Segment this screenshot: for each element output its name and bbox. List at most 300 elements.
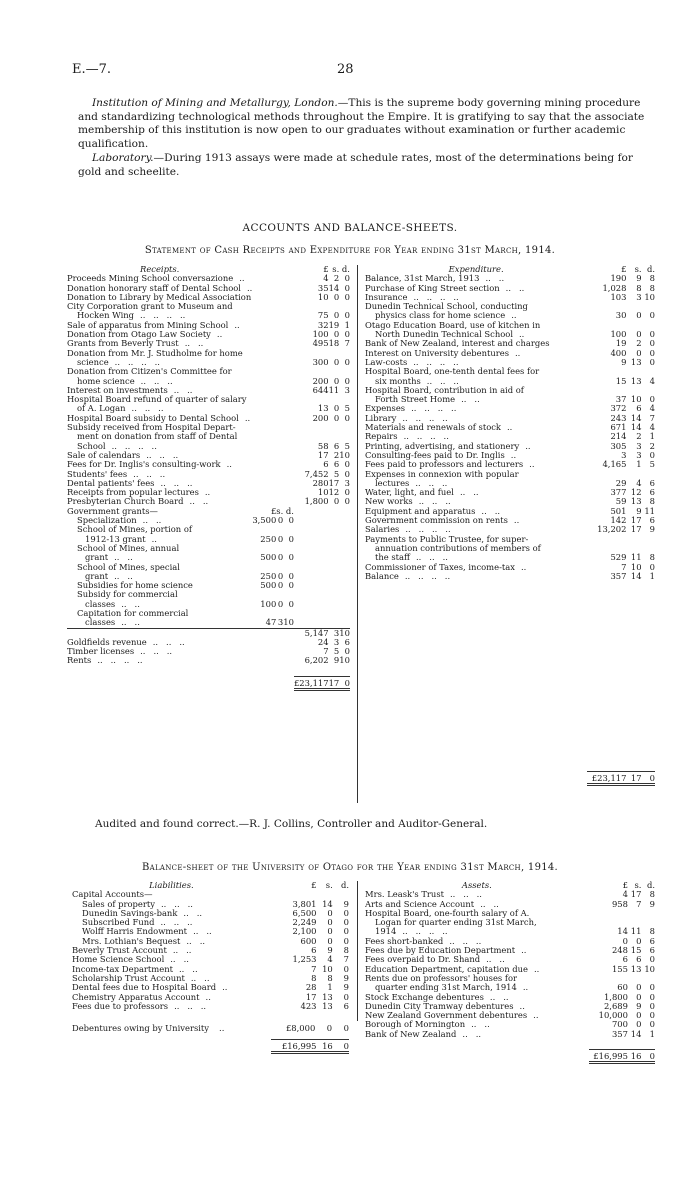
spacer [276,432,283,441]
row-label-text: grant [85,553,109,563]
amount-pence: 0 [343,963,349,974]
amount-shillings: 9 [327,945,333,956]
row-label [365,1020,589,1029]
amount-shillings: 14 [328,282,340,293]
row-label [67,404,252,413]
row-leader: .. .. [184,339,204,349]
amount-pounds: 1,253 [292,954,317,965]
intro-p2-title: Laboratory. [92,152,154,164]
spacer [283,321,294,330]
spacer [252,628,276,638]
amount-pounds: 6,202 [304,655,329,666]
row-label-text: Scholarship Trust Account [72,973,185,983]
spacer [329,572,340,581]
spacer [294,553,329,562]
spacer [252,293,276,302]
amount-pence: 0 [333,1040,349,1053]
row-label-text: Fees for Dr. Inglis's consulting-work [67,460,221,470]
spacer [283,339,294,348]
row-leader: .. [529,460,535,470]
amount-pounds: 155 [611,963,628,974]
amount-pence: 0 [344,273,350,284]
row-label [67,386,252,395]
amount-pence: 0 [649,394,655,405]
page-header-left: E.—7. [72,62,112,77]
unit-label: £ [311,880,317,890]
amount-pounds: 28 [305,982,317,993]
row-label-text: Arts and Science Account [365,899,475,909]
amount-pounds: 6,500 [292,907,317,918]
row-label-text: classes [85,599,116,609]
spacer [283,488,294,497]
row-label [365,1011,589,1020]
spacer [283,414,294,423]
amount-shillings: 17 [630,515,642,526]
amount-pounds: 400 [610,347,627,358]
amount-shillings: 0 [636,329,642,340]
row-leader: .. .. .. [160,918,193,928]
row-leader: .. [205,992,211,1002]
amount-shillings: 0 [333,412,340,423]
amount-pounds: 500 [260,552,277,563]
spacer-row [365,1039,655,1050]
row-label [67,563,252,572]
assets-row [365,974,655,983]
spacer [252,451,276,460]
unit-label: £ [621,264,627,274]
amount-pence: 6 [649,477,655,488]
amount-shillings: 3 [333,636,340,647]
amount-pence: 5 [344,403,350,414]
spacer [276,628,283,638]
amount-shillings: 0 [636,310,642,321]
amount-pounds: 671 [610,422,627,433]
row-label [67,460,252,469]
amount-pence: 6 [649,515,655,526]
row-label-text: Consulting-fees paid to Dr. Inglis [365,450,505,460]
row-label [365,274,587,283]
row-label-text: Balance, 31st March, 1913 [365,274,480,284]
unit-label: £ [323,264,329,274]
spacer [294,563,329,572]
amount-shillings: 1 [636,459,642,470]
row-label [67,544,252,553]
spacer [252,377,276,386]
receipts-row [67,386,350,395]
row-label-text: Goldfields revenue [67,637,147,647]
row-leader: .. .. [505,283,525,293]
amount-pounds: £16,995 [589,1050,628,1063]
row-label-text: Dental fees due to Hospital Board [72,983,217,993]
row-label [72,900,271,909]
grants-row [67,590,350,599]
grants-unit-label: £ [270,505,277,516]
amount-pounds: 17 [305,991,317,1002]
debentures-line [72,1024,349,1033]
amount-pounds: 214 [610,431,627,442]
amount-pounds: 10 [317,487,329,498]
row-label-text: Law-costs [365,357,408,367]
spacer [365,1050,589,1063]
spacer [276,638,283,647]
amount-pounds: 248 [611,945,628,956]
row-leader: .. .. [471,1020,490,1030]
amount-shillings: 11 [630,926,642,937]
spacer [276,386,283,395]
grants-row [67,581,350,590]
row-label [365,339,587,348]
grants-row [67,553,350,562]
spacer [276,404,283,413]
row-leader: .. .. .. .. [405,525,451,535]
amount-pence: 0 [344,356,350,367]
statement-title: Statement of Cash Receipts and Expenditure for Year ending 31st March, 1914. [144,245,556,256]
amount-shillings: 3 [636,440,642,451]
receipts-header-row [67,265,350,274]
amount-shillings: 13 [630,496,642,507]
unit-label: d. [340,880,349,890]
row-label-text: Receipts from popular lectures [67,488,199,498]
row-label-text: of A. Logan [77,404,126,414]
amount-pence: 0 [288,552,294,563]
amount-pence: 6 [343,1000,349,1011]
row-leader: .. .. .. [415,478,448,488]
row-label-text: Donation from Mr. J. Studholme for home [67,348,243,358]
row-leader: .. .. .. [426,376,459,386]
amount-pounds [589,909,628,918]
row-label [72,918,271,927]
receipts-row [67,377,350,386]
page-number: 28 [337,62,354,77]
spacer [252,404,276,413]
amount-pounds: 6 [311,945,317,956]
receipts-row [67,470,350,479]
amount-pence: 0 [344,291,350,302]
row-leader: .. .. [193,927,212,937]
audit-note: Audited and found correct.—R. J. Collins, Controller and Auditor-General. [95,818,488,830]
spacer [283,451,294,460]
row-label [365,358,587,367]
amount-shillings: 0 [636,991,642,1002]
spacer [339,516,350,525]
row-label [365,377,587,386]
spacer [276,311,283,320]
spacer [276,470,283,479]
row-label-text: Rents [67,656,92,666]
spacer [252,367,276,376]
amount-shillings: 2 [636,338,642,349]
row-label [365,404,587,413]
row-label-text: Fees due by Education Department [365,946,516,956]
receipts-row [67,656,350,665]
row-leader: .. [515,348,521,358]
amount-pounds: 30 [615,310,627,321]
expenditure-row [365,302,655,311]
amount-pence: 0 [649,310,655,321]
row-label [365,516,587,525]
amount-shillings: 2 [333,273,340,284]
amount-shillings: 13 [630,356,642,367]
expenditure-heading: Expenditure. [448,264,504,274]
row-label [67,367,252,376]
amount-shillings: 0 [327,917,333,928]
assets-heading: Assets. [461,880,492,890]
amount-pounds: 14 [617,926,628,937]
row-label-text: North Dunedin Technical School [375,330,514,340]
amount-pounds: 5,147 [304,627,329,638]
amount-pence: 0 [649,1010,655,1021]
expenditure-row [365,525,655,534]
row-label-text: Printing, advertising, and stationery [365,441,520,451]
spacer [329,535,340,544]
debentures-pence: 0 [343,1023,349,1033]
amount-pence: 0 [649,1000,655,1011]
amount-shillings: 0 [636,1019,642,1030]
row-leader: .. [519,330,525,340]
amount-shillings: 10 [322,963,333,974]
row-leader: .. .. [142,516,162,526]
spacer [339,535,350,544]
row-leader: .. .. .. [160,899,193,909]
amount-pence: 0 [343,907,349,918]
spacer [283,638,294,647]
row-label [365,553,587,562]
grants-row [67,563,350,572]
row-label [67,479,252,488]
spacer [67,628,252,638]
row-leader: .. [533,1011,539,1021]
row-leader: .. .. .. .. [111,441,157,451]
unit-label: s. [332,264,340,274]
amount-shillings: 0 [636,982,642,993]
amount-shillings: 18 [328,338,340,349]
spacer [283,265,294,274]
spacer [252,676,276,689]
row-label-text: Insurance [365,292,408,302]
row-label [365,349,587,358]
spacer [276,479,283,488]
assets-row [365,900,655,909]
amount-pounds: 4 [323,273,329,284]
amount-pence: 9 [649,898,655,909]
row-leader: .. [507,423,513,433]
spacer [276,330,283,339]
amount-pence: 10 [644,963,655,974]
receipts-row [67,358,350,367]
row-label-text: New Zealand Government debentures [365,1011,528,1021]
amount-shillings: 13 [322,991,333,1002]
debentures-label: Debentures owing by University .. [72,1024,225,1033]
amount-pounds: 644 [312,384,329,395]
spacer [283,330,294,339]
amount-pence: 0 [649,329,655,340]
row-leader: .. .. .. [160,478,193,488]
spacer [365,1039,655,1050]
debentures-pounds: £8,000 [285,1023,316,1033]
row-label-text: Equipment and apparatus [365,506,476,516]
row-leader: .. .. [114,553,133,563]
row-label-text: Fees paid to professors and lecturers [365,460,524,470]
row-label [365,965,589,974]
amount-pence: 0 [649,991,655,1002]
receipts-row [67,395,350,404]
statement-divider [357,265,358,803]
grants-header: Government grants— [67,506,158,516]
row-label [72,1002,271,1011]
amount-shillings: 17 [328,477,340,488]
row-label [67,349,252,358]
grants-row [67,572,350,581]
receipts-row [67,339,350,348]
row-label-text: City Corporation grant to Museum and [67,302,233,312]
amount-shillings: 0 [636,1010,642,1021]
row-leader: .. .. [172,946,192,956]
assets-row [365,946,655,955]
expenditure-row [365,470,655,479]
row-label [67,656,252,665]
row-label [365,937,589,946]
row-leader: .. .. .. [174,1001,207,1011]
row-leader: .. .. [114,571,133,581]
row-label [365,311,587,320]
row-label [67,311,252,320]
liabilities-header-row [72,881,349,890]
spacer [294,590,329,599]
row-label [365,927,589,936]
row-label [67,600,252,609]
grants-row [67,525,350,534]
row-label-text: School of Mines, special [77,562,180,572]
amount-pounds: 100 [260,598,277,609]
amount-pounds: 4 [622,889,628,900]
amount-pence: 10 [339,449,350,460]
row-label [365,414,587,423]
row-label-text: Fees due to professors [72,1001,169,1011]
row-label-text: Dunedin City Tramway debentures [365,1001,514,1011]
row-leader: .. .. [486,955,505,965]
spacer [283,460,294,469]
row-label [67,432,252,441]
spacer [329,563,340,572]
amount-shillings: 9 [636,1000,642,1011]
spacer [294,572,329,581]
amount-pounds: 200 [312,375,329,386]
spacer [294,535,329,544]
row-label-text: Fees short-banked [365,936,444,946]
row-label [365,535,587,544]
spacer [283,386,294,395]
amount-pence: 8 [649,282,655,293]
amount-shillings: 13 [630,375,642,386]
unit-label: d. [646,264,655,274]
spacer [283,395,294,404]
spacer [339,525,350,534]
unit-label: d. [646,880,655,890]
row-label [72,909,271,918]
spacer [276,274,283,283]
row-label-text: School [77,441,106,451]
spacer [252,274,276,283]
amount-shillings: 0 [333,310,340,321]
row-label-text: Bank of New Zealand [365,1029,457,1039]
amount-pounds: 500 [260,580,277,591]
row-leader: .. .. [121,618,140,628]
amount-shillings: 14 [322,898,333,909]
amount-pounds: 4,165 [602,459,627,470]
amount-pence: 0 [344,646,350,657]
spacer [276,302,283,311]
amount-pence: 0 [344,459,350,470]
row-label [67,647,252,656]
amount-shillings: 3 [333,627,340,638]
spacer [294,618,329,628]
amount-pence: 1 [649,431,655,442]
expenditure-row [365,367,655,376]
amount-pounds: 250 [260,570,277,581]
receipts-row [67,423,350,432]
amount-pence: 9 [343,982,349,993]
amount-shillings: 0 [327,935,333,946]
amount-shillings: 17 [630,889,642,900]
row-leader: .. .. [121,599,140,609]
row-label [365,983,589,992]
spacer [67,676,252,689]
amount-shillings: 5 [333,646,340,657]
spacer [252,638,276,647]
amount-shillings: 0 [333,375,340,386]
spacer [252,349,276,358]
spacer [294,516,329,525]
amount-pounds: 305 [610,440,627,451]
amount-pounds: 243 [610,412,627,423]
spacer [283,656,294,665]
amount-pounds: 600 [300,935,317,946]
row-leader: .. .. .. .. [411,404,457,414]
spacer [339,618,350,628]
row-label-text: Timber licenses [67,647,135,657]
row-label-text: Commissioner of Taxes, income-tax [365,562,515,572]
row-leader: .. .. [461,395,480,405]
row-leader: .. .. [480,899,499,909]
row-label [72,993,271,1002]
row-label-text: Subscribed Fund [82,918,155,928]
expenditure-total-row [365,772,655,785]
receipts-heading: Receipts. [140,264,180,274]
amount-pounds: 7,452 [304,468,329,479]
row-leader: .. [246,283,253,293]
amount-pence: 6 [344,636,350,647]
receipts-row [67,284,350,293]
amount-pounds: 372 [610,403,627,414]
amount-pence [339,423,350,432]
spacer [329,507,340,516]
row-label-text: Water, light, and fuel [365,488,454,498]
spacer [339,609,350,618]
amount-shillings: 2 [636,431,642,442]
row-leader: .. [521,946,527,956]
amount-shillings: 0 [277,515,284,526]
row-label [365,302,587,311]
spacer [276,265,283,274]
amount-pence: 0 [343,926,349,937]
row-label [365,470,587,479]
row-label [365,525,587,534]
row-label-text: Subsidy received from Hospital Depart- [67,423,236,433]
row-label [67,358,252,367]
assets-row [365,927,655,936]
spacer [252,265,276,274]
row-leader: .. .. [170,955,189,965]
